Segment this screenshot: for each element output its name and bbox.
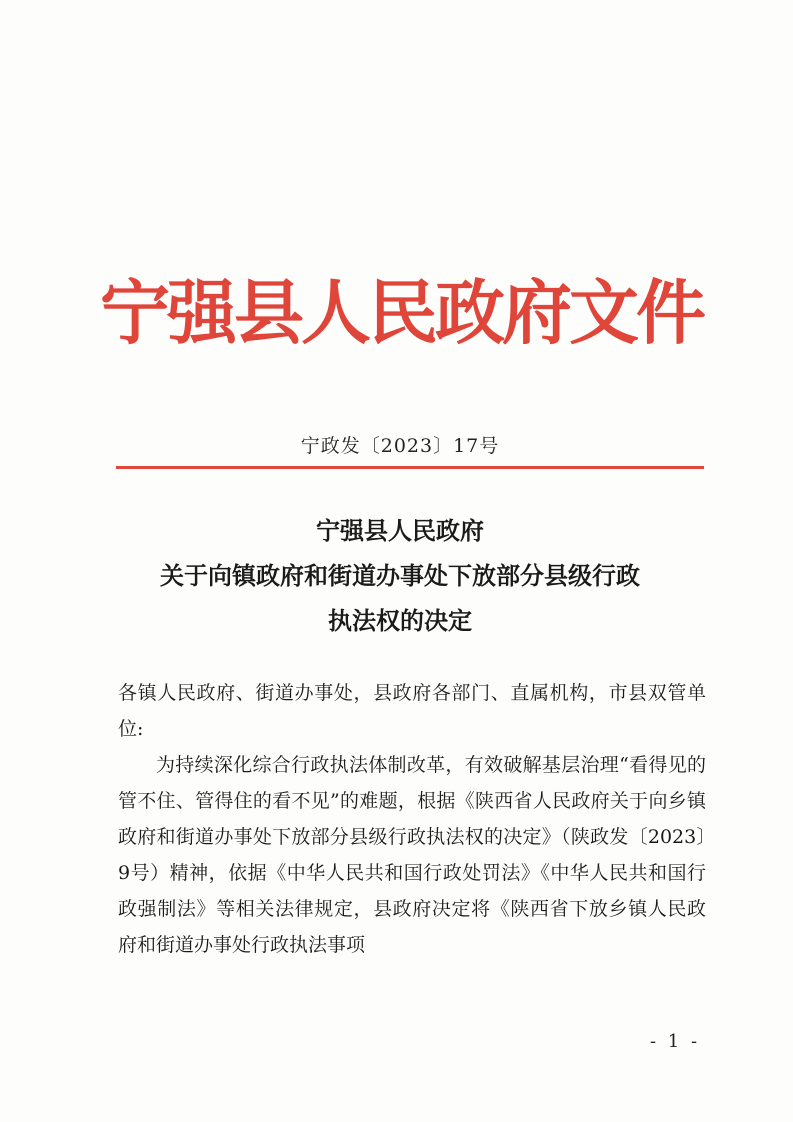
document-number: 宁政发〔2023〕17号 xyxy=(300,435,500,457)
page-number: - 1 - xyxy=(649,1031,701,1052)
title-line-1: 宁强县人民政府 xyxy=(316,516,484,545)
title-line-2: 关于向镇政府和街道办事处下放部分县级行政 xyxy=(160,561,640,590)
salutation: 各镇人民政府、街道办事处，县政府各部门、直属机构，市县双管单位: xyxy=(118,682,706,740)
body-paragraph-1: 为持续深化综合行政执法体制改革，有效破解基层治理“看得见的管不住、管得住的看不见”的难题，根据《陕西省人民政府关于向乡镇政府和街道办事处下放部分县级行政执法权的决定》（陕政发〔2023〕9号）精神，依据《中华人民共和国行政处罚法》《中华人民共和国行政强制法》等相关法律规定，县政府决定将《陕西省下放乡镇人民政府和街道办事处行政执法事项 xyxy=(118,754,706,956)
red-divider-line xyxy=(116,466,704,469)
document-body xyxy=(118,675,706,963)
document-title xyxy=(90,508,710,643)
title-line-3: 执法权的决定 xyxy=(328,606,472,635)
document-header-title: 宁强县人民政府文件 xyxy=(100,271,703,354)
